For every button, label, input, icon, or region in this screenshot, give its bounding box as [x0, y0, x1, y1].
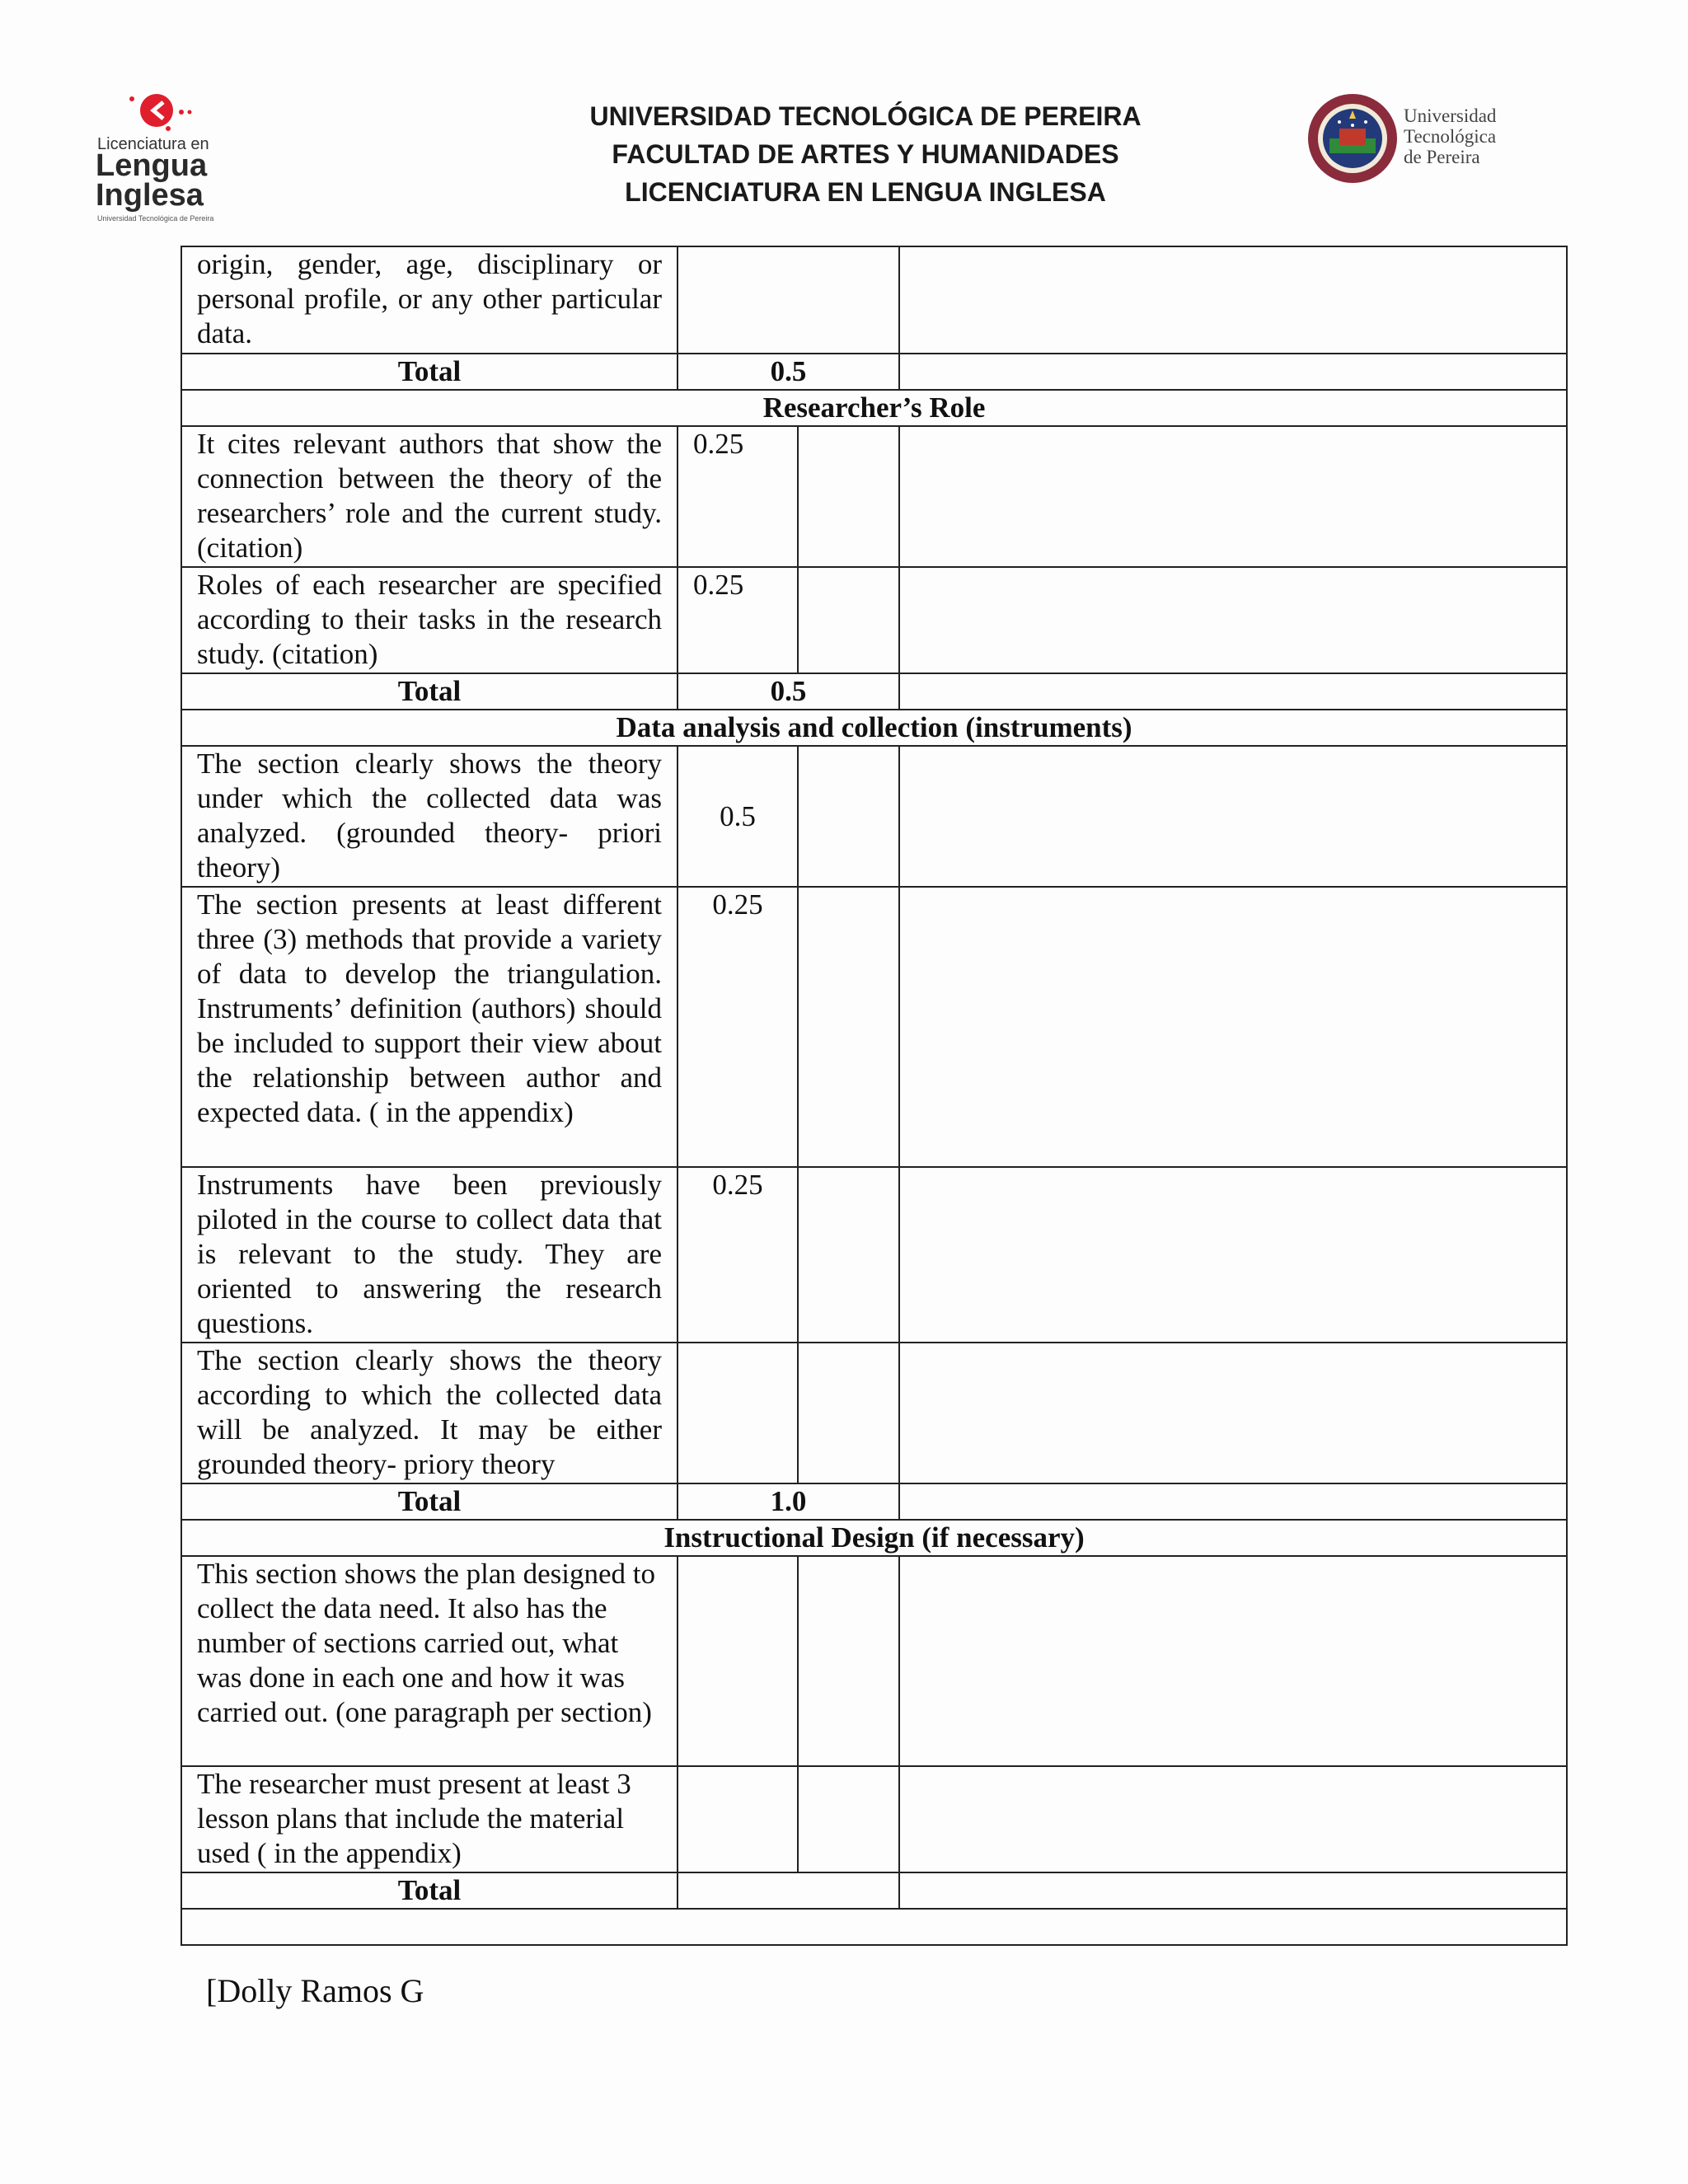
- comments-cell: [899, 1556, 1567, 1766]
- total-value: [678, 1872, 899, 1909]
- empty-row: [181, 1909, 1567, 1945]
- comments-cell: [899, 1872, 1567, 1909]
- section-title-data-analysis: Data analysis and collection (instruments): [181, 710, 1567, 746]
- criterion-cell: The section clearly shows the theory according to which the collected data will be analyzed. It may be either grounded theory- priory theory: [181, 1343, 678, 1483]
- logo-text-licenciatura: Licenciatura en: [97, 135, 209, 153]
- comments-cell: [899, 1483, 1567, 1520]
- section-title-instructional-design: Instructional Design (if necessary): [181, 1520, 1567, 1556]
- total-value: 0.5: [678, 673, 899, 710]
- title-university: UNIVERSIDAD TECNOLÓGICA DE PEREIRA: [589, 101, 1142, 131]
- total-row: [181, 1872, 1567, 1909]
- comments-cell: [899, 673, 1567, 710]
- page-header: [0, 0, 1688, 231]
- total-row: [181, 1483, 1567, 1520]
- score-cell: 0.25: [678, 1167, 798, 1343]
- logo-text-lengua: Lengua: [96, 148, 208, 183]
- score-cell: [678, 1556, 798, 1766]
- score-cell: 0.5: [678, 746, 798, 887]
- score-aux-cell: [798, 1766, 899, 1872]
- logo-text-university: Universidad Tecnológica de Pereira: [97, 214, 214, 223]
- university-name-line3: de Pereira: [1404, 147, 1480, 167]
- score-cell: [678, 1343, 798, 1483]
- score-aux-cell: [798, 567, 899, 673]
- score-cell: [678, 246, 899, 354]
- section-title-researchers-role: Researcher’s Role: [181, 390, 1567, 426]
- section-header-row: [181, 390, 1567, 426]
- signature-text: [Dolly Ramos G: [206, 1972, 424, 2009]
- criterion-cell: The section clearly shows the theory under which the collected data was analyzed. (grounded theory- priori theory): [181, 746, 678, 887]
- score-aux-cell: [798, 1167, 899, 1343]
- utp-logo: [1306, 92, 1587, 191]
- score-aux-cell: [798, 887, 899, 1167]
- section-header-row: [181, 1520, 1567, 1556]
- university-name-line2: Tecnológica: [1404, 126, 1497, 147]
- table-row: [181, 746, 1567, 887]
- comments-cell: [899, 1167, 1567, 1343]
- licenciatura-logo: [89, 82, 221, 223]
- criterion-cell: The researcher must present at least 3 lesson plans that include the material used ( in the appendix): [181, 1766, 678, 1872]
- table-row: [181, 1766, 1567, 1872]
- total-row: [181, 673, 1567, 710]
- comments-cell: [899, 887, 1567, 1167]
- table-row: [181, 1343, 1567, 1483]
- table-row: [181, 567, 1567, 673]
- score-aux-cell: [798, 1343, 899, 1483]
- score-cell: 0.25: [678, 426, 798, 567]
- university-name-line1: Universidad: [1404, 105, 1497, 126]
- total-label: Total: [181, 1483, 678, 1520]
- score-aux-cell: [798, 426, 899, 567]
- university-name: [1404, 105, 1496, 167]
- comments-cell: [899, 1343, 1567, 1483]
- table-row: [181, 1556, 1567, 1766]
- score-cell: 0.25: [678, 567, 798, 673]
- total-value: 1.0: [678, 1483, 899, 1520]
- score-aux-cell: [798, 746, 899, 887]
- total-value: 0.5: [678, 354, 899, 390]
- logo-text-inglesa: Inglesa: [96, 178, 204, 213]
- university-seal-icon: [1306, 92, 1399, 185]
- empty-cell: [181, 1909, 1567, 1945]
- score-aux-cell: [798, 1556, 899, 1766]
- criterion-cell: The section presents at least different three (3) methods that provide a variety of data to develop the triangulation. Instruments’ definition (authors) should be included to support their view about the relationship between author and expected data. ( in the appendix): [181, 887, 678, 1167]
- title-faculty: FACULTAD DE ARTES Y HUMANIDADES: [612, 139, 1119, 169]
- title-program: LICENCIATURA EN LENGUA INGLESA: [625, 177, 1106, 207]
- criterion-cell: origin, gender, age, disciplinary or personal profile, or any other particular data.: [181, 246, 678, 354]
- table-row: [181, 426, 1567, 567]
- total-row: [181, 354, 1567, 390]
- score-cell: 0.25: [678, 887, 798, 1167]
- criterion-cell: This section shows the plan designed to collect the data need. It also has the number of sections carried out, what was done in each one and how it was carried out. (one paragraph per section): [181, 1556, 678, 1766]
- comments-cell: [899, 246, 1567, 354]
- criterion-cell: It cites relevant authors that show the connection between the theory of the researchers’ role and the current study. (citation): [181, 426, 678, 567]
- total-label: Total: [181, 354, 678, 390]
- comments-cell: [899, 567, 1567, 673]
- document-title: [495, 97, 1236, 211]
- table-row: [181, 1167, 1567, 1343]
- table-row: [181, 887, 1567, 1167]
- comments-cell: [899, 1766, 1567, 1872]
- rubric-table: [181, 246, 1568, 1946]
- criterion-cell: Roles of each researcher are specified according to their tasks in the research study. (citation): [181, 567, 678, 673]
- comments-cell: [899, 426, 1567, 567]
- score-cell: [678, 1766, 798, 1872]
- table-row: [181, 246, 1567, 354]
- comments-cell: [899, 746, 1567, 887]
- criterion-cell: Instruments have been previously piloted in the course to collect data that is relevant to the study. They are oriented to answering the research questions.: [181, 1167, 678, 1343]
- logo-mark-icon: [122, 89, 196, 138]
- comments-cell: [899, 354, 1567, 390]
- total-label: Total: [181, 1872, 678, 1909]
- section-header-row: [181, 710, 1567, 746]
- total-label: Total: [181, 673, 678, 710]
